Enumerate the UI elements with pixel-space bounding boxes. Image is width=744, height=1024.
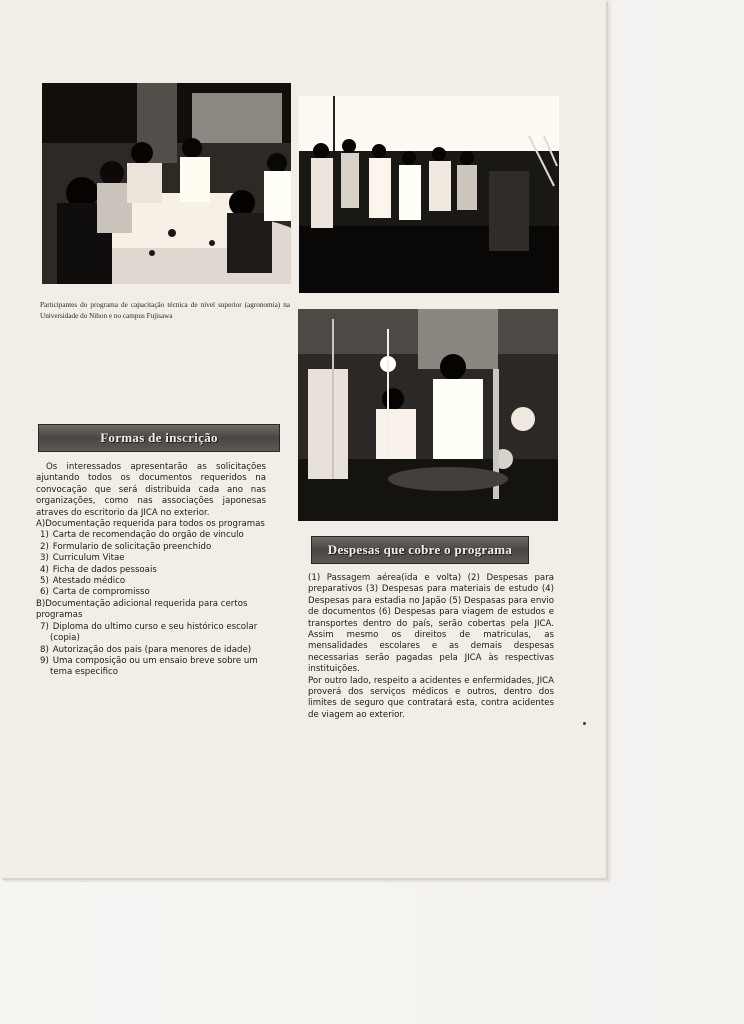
page-edge [606, 0, 614, 880]
list-item: 4) Ficha de dados pessoais [40, 564, 157, 575]
list-item: 3) Curriculum Vitae [40, 553, 125, 564]
list-item: 2) Formulario de solicitação preenchido [40, 541, 212, 552]
list-item: 8) Autorização dos pais (para menores de idade) [40, 644, 252, 655]
despesas-paragraph-2: Por outro lado, respeito a acidentes e enfermidades, JICA proverá dos serviços médicos e outros, dentro dos limites de seguro que contratará esta, contra acidentes de viagem ao exterior. [308, 675, 554, 720]
list-item: 7) Diploma do ultimo curso e seu histórico escolar (copia) [40, 621, 258, 644]
list-item: 6) Carta de compromisso [40, 587, 150, 598]
despesas-body [308, 573, 554, 721]
inscricao-intro: Os interessados apresentarão as solicitações ajuntando todos os documentos requeridos na convocação que será distribuida cada ano nas organizações, como nas associações japonesas atraves do escritorio da JICA no exterior. [36, 462, 266, 518]
section-heading-despesas: Despesas que cobre o programa [311, 536, 529, 564]
scan-speck [583, 722, 586, 725]
photo-laboratory-students [42, 83, 291, 284]
despesas-paragraph-1: (1) Passagem aérea(ida e volta) (2) Despesas para preparativos (3) Despesas para materiais de estudo (4) Despesas para estadia no Japão (5) Despasas para envio de documentos (6) Despesas para viagem de estudos e transportes dentro do país, serão cobertas pela JICA. Assim mesmo os direitos de matriculas, as mensalidades escolares e as demais despesas necessarias serão pagadas pela JICA às respectivas instituições. [308, 573, 554, 675]
photo-lab-equipment [298, 309, 558, 521]
list-item: 9) Uma composição ou um ensaio breve sobre um tema especifico [40, 655, 258, 678]
inscricao-body [36, 462, 266, 679]
list-item: 5) Atestado médico [40, 576, 126, 587]
section-heading-inscricao: Formas de inscrição [38, 424, 280, 452]
group-b-heading: B)Documentação adicional requerida para certos programas [36, 598, 248, 621]
group-a-heading: A)Documentação requerida para todos os programas [36, 519, 265, 530]
photo-caption: Participantes do programa de capacitação técnica de nível superior (agronomia) na Universidade do Nihon e no campus Fujisawa [40, 301, 290, 320]
list-item: 1) Carta de recomendação do orgão de vinculo [40, 530, 244, 541]
photo-field-participants [299, 96, 559, 293]
